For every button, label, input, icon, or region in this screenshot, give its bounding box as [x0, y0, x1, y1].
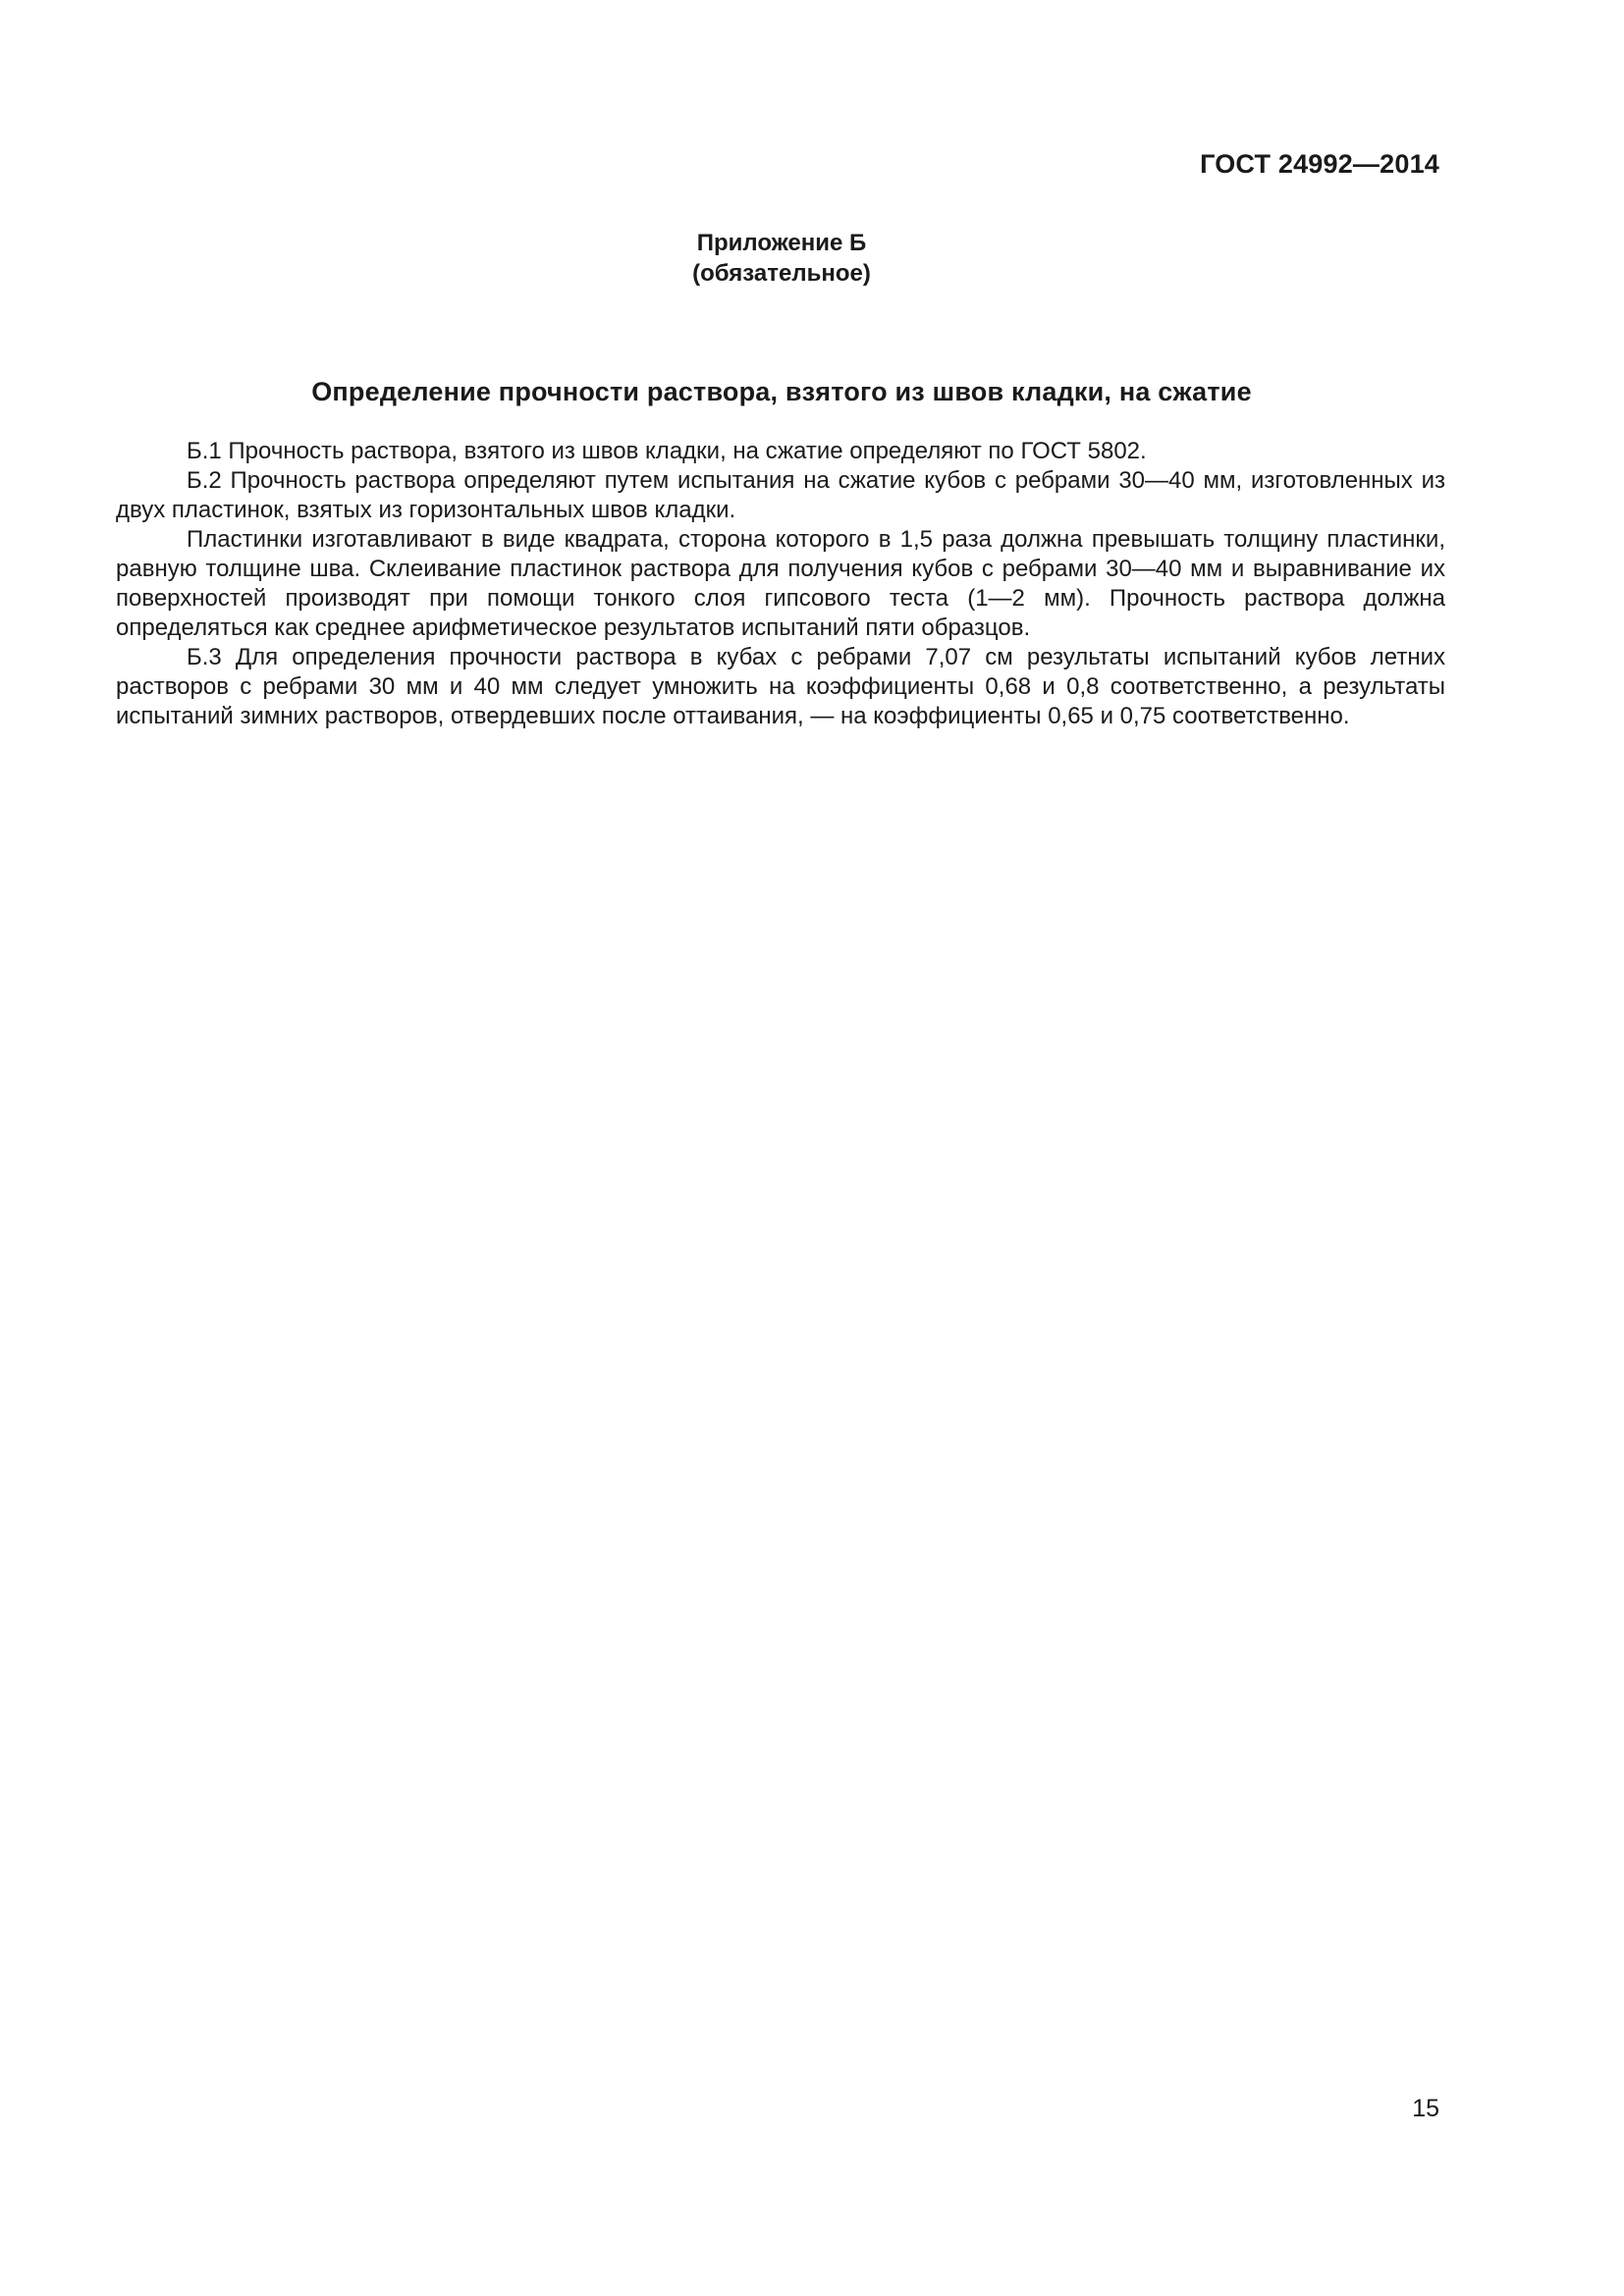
paragraph-b3: Б.3 Для определения прочности раствора в кубах с ребрами 7,07 см результаты испытаний кубов летних растворов с ребрами 30 мм и 40 мм следует умножить на коэффициенты 0,68 и 0,8 соответственно, а результаты испытаний зимних растворов, отвердевших после оттаивания, — на коэффициенты 0,65 и 0,75 соответственно.: [116, 644, 1445, 729]
paragraph-plates: Пластинки изготавливают в виде квадрата, сторона которого в 1,5 раза должна превышать толщину пластинки, равную толщине шва. Склеивание пластинок раствора для получения кубов с ребрами 30—40 мм и выравнивание их поверхностей производят при помощи тонкого слоя гипсового теста (1—2 мм). Прочность раствора должна определяться как среднее арифметическое результатов испытаний пяти образцов.: [116, 526, 1445, 641]
appendix-title: Приложение Б: [696, 230, 867, 256]
paragraph-b2: Б.2 Прочность раствора определяют путем испытания на сжатие кубов с ребрами 30—40 мм, изготовленных из двух пластинок, взятых из горизонтальных швов кладки.: [116, 467, 1445, 523]
body-text: [116, 437, 1445, 731]
page-number: 15: [1412, 2095, 1439, 2122]
paragraph-b1: Б.1 Прочность раствора, взятого из швов кладки, на сжатие определяют по ГОСТ 5802.: [187, 438, 1147, 464]
appendix-heading: [0, 228, 1563, 289]
document-code: ГОСТ 24992—2014: [1200, 149, 1439, 179]
appendix-status: (обязательное): [692, 260, 871, 287]
section-title: Определение прочности раствора, взятого из швов кладки, на сжатие: [311, 377, 1252, 406]
